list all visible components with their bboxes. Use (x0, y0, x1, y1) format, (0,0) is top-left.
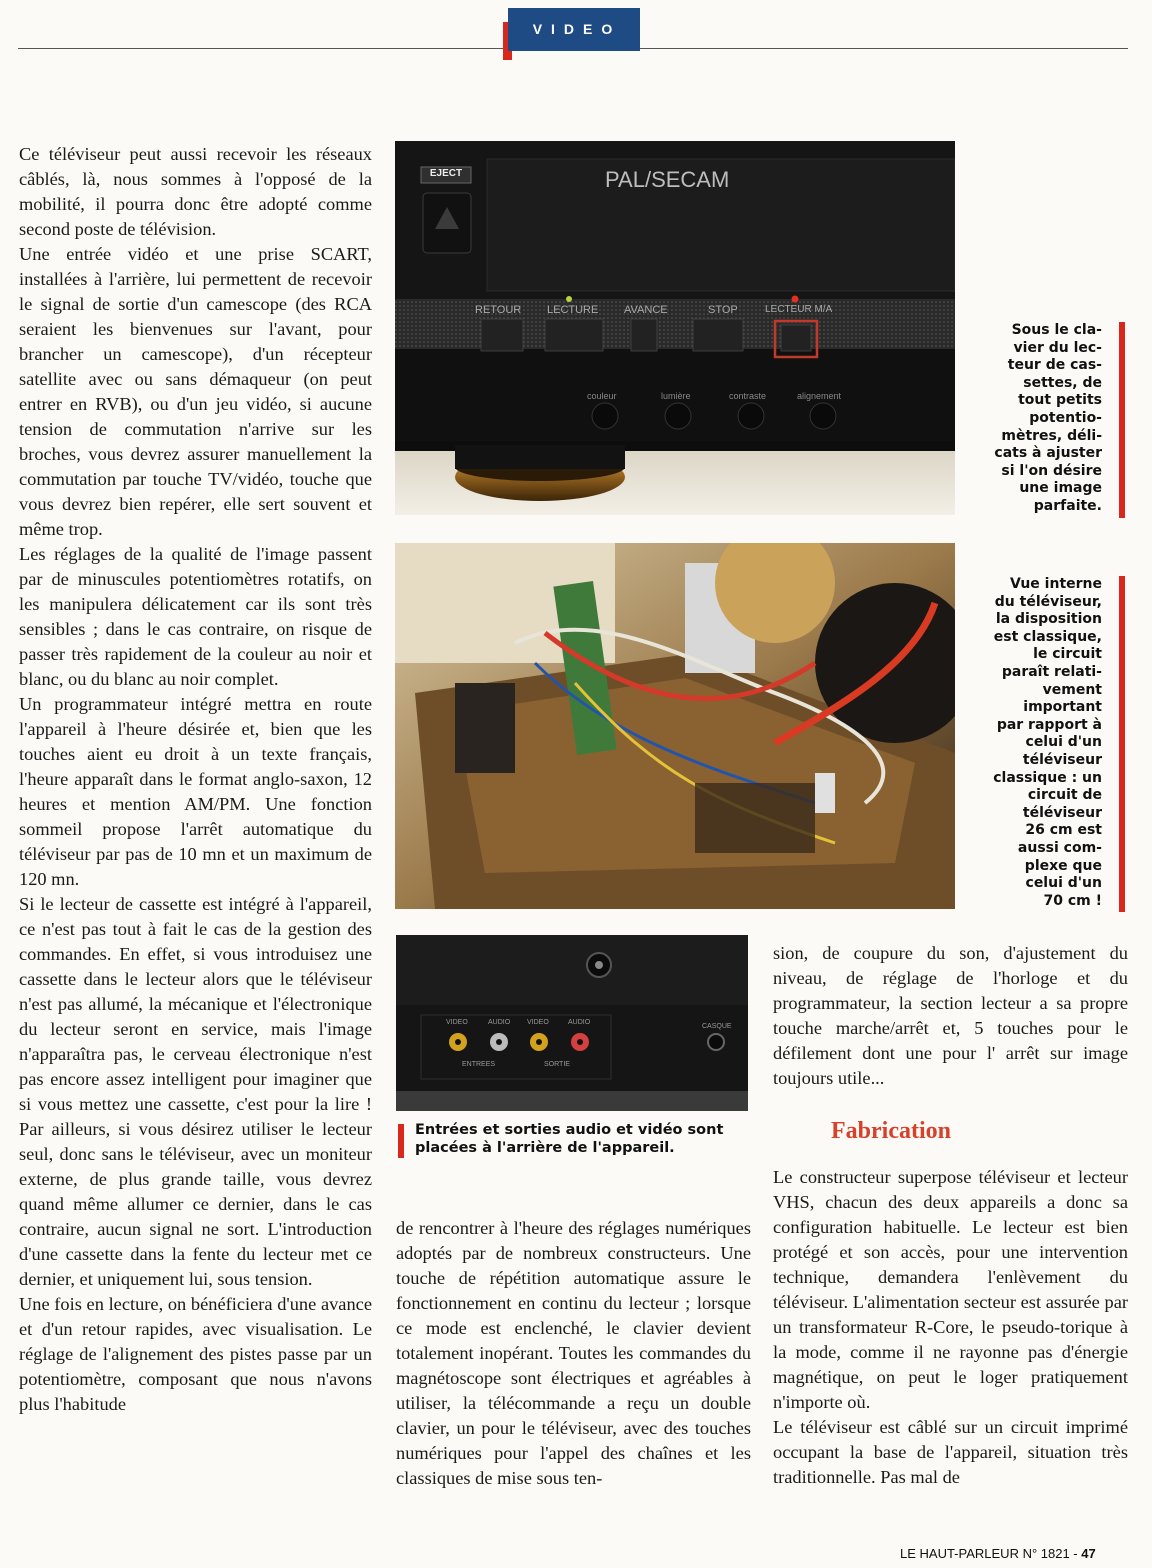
caption-line: potentio- (1029, 409, 1102, 426)
jack-group-label: ENTREES (462, 1061, 496, 1068)
internal-view-drawing (395, 543, 955, 909)
photo-internal-view (395, 543, 955, 909)
caption-line: 70 cm ! (1043, 892, 1102, 909)
caption-accent-bar (1119, 576, 1125, 912)
column-middle (396, 1216, 751, 1491)
caption-line: circuit de (1027, 787, 1102, 804)
jack-label: AUDIO (568, 1019, 591, 1026)
caption-photo-2 (968, 576, 1102, 910)
knob-label: alignement (797, 391, 842, 401)
caption-photo-3 (415, 1122, 755, 1157)
caption-line: classique : un (993, 769, 1102, 786)
jack-group-label: SORTIE (544, 1061, 570, 1068)
caption-line: la disposition (995, 611, 1102, 628)
caption-line: teur de cas- (1007, 357, 1102, 374)
header-rule-right (640, 48, 1128, 49)
caption-line: du téléviseur, (994, 593, 1102, 610)
caption-line: paraît relati- (1001, 663, 1102, 680)
section-heading: Fabrication (831, 1118, 951, 1144)
publication-name: LE HAUT-PARLEUR N° 1821 - (900, 1546, 1082, 1561)
caption-line: téléviseur (1022, 751, 1102, 768)
caption-line: placées à l'arrière de l'appareil. (415, 1139, 675, 1156)
caption-line: aussi com- (1017, 839, 1102, 856)
column-left (19, 142, 372, 1417)
eject-label: EJECT (429, 168, 463, 179)
paragraph: Les réglages de la qualité de l'image passent par de minuscules potentiomètres rotatifs, on les manipulera délicatement car ils sont très sensibles ; dans le cas contraire, on risque de passer très rapidement de la couleur au noir et blanc, ou du blanc au noir complet. (19, 544, 372, 689)
caption-line: 26 cm est (1025, 822, 1102, 839)
caption-line: Vue interne (1010, 576, 1102, 592)
vcr-button-label: LECTEUR M/A (765, 304, 833, 315)
jack-label: VIDEO (527, 1019, 549, 1026)
caption-line: plexe que (1024, 857, 1102, 874)
caption-line: mètres, déli- (1001, 427, 1102, 444)
column-right-top (773, 941, 1128, 1091)
page-footer (900, 1546, 1096, 1561)
vcr-button-label: STOP (708, 304, 738, 316)
caption-accent-bar (398, 1124, 404, 1158)
paragraph: Ce téléviseur peut aussi recevoir les réseaux câblés, là, nous sommes à l'opposé de la mobilité, il pourra donc être adopté comme second poste de télévision. (19, 144, 372, 239)
vcr-button-label: RETOUR (475, 304, 522, 316)
pal-secam-label: PAL/SECAM (605, 167, 730, 192)
caption-line: settes, de (1023, 374, 1102, 391)
section-tab (503, 8, 640, 60)
paragraph: de rencontrer à l'heure des réglages numériques adoptés par de nombreux constructeurs. Une touche de répétition automatique assure le fonctionnement en continu du lecteur ; lorsque ce mode est enclenché, le clavier devient totalement inopérant. Toutes les commandes du magnétoscope sont électriques et agréables à utiliser, la télécommande a reçu un double clavier, un pour le téléviseur, avec des touches numériques pour l'appel des chaînes et les classiques de mise sous ten- (396, 1218, 751, 1488)
paragraph: Si le lecteur de cassette est intégré à l'appareil, ce n'est pas tout à fait le cas de la gestion des commandes. En effet, si vous introduisez une cassette dans le lecteur alors que le téléviseur n'est pas allumé, la mécanique et l'électronique du lecteur seront en service, mais l'image n'apparaîtra pas, le cerveau électronique n'est pas encore assez intelligent pour imaginer que si vous mettez une cassette, c'est pour la lire ! Par ailleurs, si vous désirez utiliser le lecteur seul, donc sans le téléviseur, avec un moniteur externe, de plus grande taille, vous devrez quand même allumer ce dernier, dans le cas contraire, aucun signal ne sort. L'introduction d'une cassette dans la fente du lecteur met ce dernier, et uniquement lui, sous tension. (19, 894, 372, 1289)
caption-line: important (1023, 699, 1102, 716)
jack-label: VIDEO (446, 1019, 468, 1026)
caption-line: Entrées et sorties audio et vidéo sont (415, 1122, 724, 1138)
paragraph: Un programmateur intégré mettra en route l'appareil à l'heure désirée et, bien que les touches aient eu droit à un texte français, l'heure apparaît dans le format anglo-saxon, 12 heures et mention AM/PM. Une fonction sommeil propose l'arrêt automatique du téléviseur par pas de 10 mn et un maximum de 120 mn. (19, 694, 372, 889)
caption-line: par rapport à (996, 716, 1102, 733)
column-right-bottom (773, 1165, 1128, 1490)
page-number: 47 (1081, 1546, 1096, 1561)
knob-label: lumière (661, 391, 691, 401)
paragraph: Une fois en lecture, on bénéficiera d'une avance et d'un retour rapides, avec visualisation. Le réglage de l'alignement des pistes passe par un potentiomètre, composant que nous n'avons plus l'habitude (19, 1294, 372, 1414)
caption-line: une image (1019, 480, 1102, 497)
photo-vcr-front-panel (395, 141, 955, 515)
caption-line: parfaite. (1033, 497, 1102, 514)
paragraph: Une entrée vidéo et une prise SCART, installées à l'arrière, lui permettent de recevoir le signal de sortie d'un camescope (des RCA seraient les bienvenues sur l'avant, pour brancher un camescope), d'un récepteur satellite avec ou sans démaqueur (on peut entrer en RVB), ou d'un jeu vidéo, si aucune tension de commutation n'arrive sur les broches, vous devrez assurer manuellement la commutation par touche TV/vidéo, touche que vous devrez bien repérer, elle sert souvent et même trop. (19, 244, 372, 539)
vcr-button-label: LECTURE (547, 304, 599, 316)
section-title: VIDEO (508, 8, 640, 51)
caption-line: vier du lec- (1013, 339, 1102, 356)
caption-photo-1 (968, 322, 1102, 516)
caption-line: le circuit (1033, 646, 1102, 663)
caption-line: est classique, (993, 628, 1102, 645)
jack-label: CASQUE (702, 1023, 732, 1030)
caption-line: celui d'un (1025, 734, 1102, 751)
caption-accent-bar (1119, 322, 1125, 518)
vcr-button-label: AVANCE (624, 304, 668, 316)
caption-line: celui d'un (1025, 875, 1102, 892)
paragraph: Le constructeur superpose téléviseur et lecteur VHS, chacun des deux appareils a donc sa configuration habituelle. Le lecteur est bien protégé et son accès, pour une intervention technique, demandera l'enlèvement du téléviseur. L'alimentation secteur est assurée par un transformateur R-Core, le pseudo-torique à la mode, comme il ne rayonne pas d'énergie magnétique, on peut le loger pratiquement n'importe où. (773, 1167, 1128, 1412)
paragraph: Le téléviseur est câblé sur un circuit imprimé occupant la base de l'appareil, situation très traditionnelle. Pas mal de (773, 1417, 1128, 1487)
knob-label: contraste (729, 391, 767, 401)
caption-line: vement (1042, 681, 1102, 698)
caption-line: cats à ajuster (994, 445, 1102, 462)
paragraph: sion, de coupure du son, d'ajustement du niveau, de réglage de l'horloge et du programmateur, la section lecteur a sa propre touche marche/arrêt et, 5 touches pour le défilement dont une pour l' arrêt sur image toujours utile... (773, 943, 1128, 1088)
knob-label: couleur (587, 391, 617, 401)
caption-line: Sous le cla- (1011, 322, 1102, 338)
jack-label: AUDIO (488, 1019, 511, 1026)
vcr-front-panel-drawing (395, 141, 955, 515)
caption-line: si l'on désire (1001, 462, 1102, 479)
caption-line: tout petits (1018, 392, 1102, 409)
caption-line: téléviseur (1022, 804, 1102, 821)
header-rule-left (18, 48, 504, 49)
photo-rear-connectors (396, 935, 748, 1111)
